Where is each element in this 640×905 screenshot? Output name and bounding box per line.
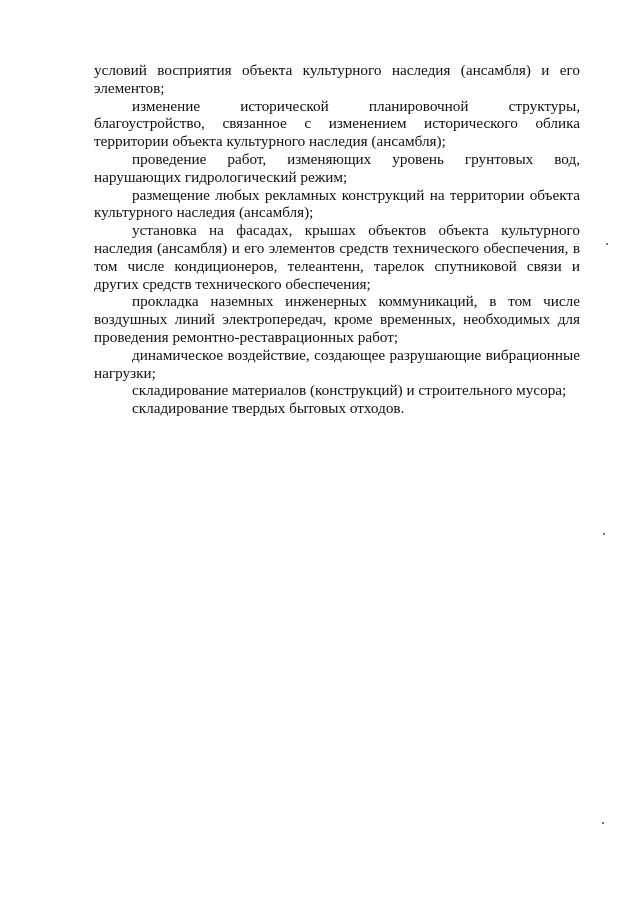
scan-speck bbox=[606, 243, 608, 245]
paragraph-item: изменение исторической планировочной структуры, благоустройство, связанное с изменением исторического облика территории объекта культурного наследия (ансамбля); bbox=[94, 97, 580, 151]
scan-speck bbox=[603, 533, 605, 535]
paragraph-item: складирование твердых бытовых отходов. bbox=[132, 400, 405, 418]
paragraph-item: динамическое воздействие, создающее разрушающие вибрационные нагрузки; bbox=[94, 346, 580, 382]
paragraph-continuation: условий восприятия объекта культурного наследия (ансамбля) и его элементов; bbox=[94, 62, 580, 97]
document-body bbox=[94, 62, 580, 418]
paragraph-item: установка на фасадах, крышах объектов объекта культурного наследия (ансамбля) и его элементов средств технического обеспечения, в том числе кондиционеров, телеантенн, тарелок спутниковой связи и других средств технического обеспечения; bbox=[94, 222, 580, 293]
paragraph-item: размещение любых рекламных конструкций на территории объекта культурного наследия (ансамбля); bbox=[94, 186, 580, 222]
paragraph-item: складирование материалов (конструкций) и строительного мусора; bbox=[132, 382, 567, 400]
paragraph-item: прокладка наземных инженерных коммуникаций, в том числе воздушных линий электропередач, кроме временных, необходимых для проведения ремонтно-реставрационных работ; bbox=[94, 293, 580, 346]
paragraph-item: проведение работ, изменяющих уровень грунтовых вод, нарушающих гидрологический режим; bbox=[94, 150, 580, 186]
scan-speck bbox=[602, 822, 604, 824]
